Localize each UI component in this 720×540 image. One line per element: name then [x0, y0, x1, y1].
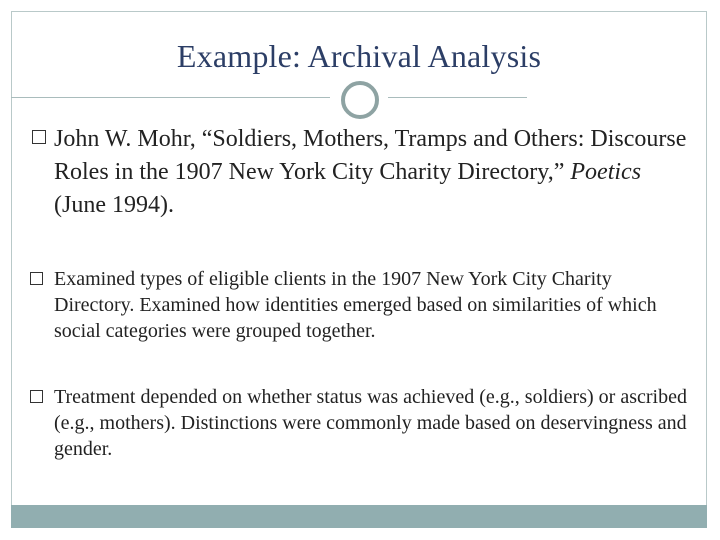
citation-journal: Poetics: [570, 159, 642, 185]
bullet-citation: [32, 123, 692, 222]
square-bullet-icon: [30, 272, 43, 285]
bottom-accent-bar: [11, 505, 707, 528]
bullet-treatment-text: Treatment depended on whether status was achieved (e.g., soldiers) or ascribed (e.g., mothers). Distinctions were commonly made based on deservingness and gender.: [54, 386, 687, 460]
citation-date: (June 1994).: [54, 192, 174, 218]
bullet-treatment: [30, 384, 690, 462]
slide-title: Example: Archival Analysis: [176, 38, 542, 74]
square-bullet-icon: [32, 130, 46, 144]
bullet-examined-text: Examined types of eligible clients in the 1907 New York City Charity Directory. Examined how identities emerged based on similarities of which social categories were grouped together.: [54, 268, 657, 342]
bullet-examined: [30, 266, 690, 344]
square-bullet-icon: [30, 390, 43, 403]
citation-text: John W. Mohr, “Soldiers, Mothers, Tramps and Others: Discourse Roles in the 1907 New York City Charity Directory,”: [54, 126, 687, 185]
